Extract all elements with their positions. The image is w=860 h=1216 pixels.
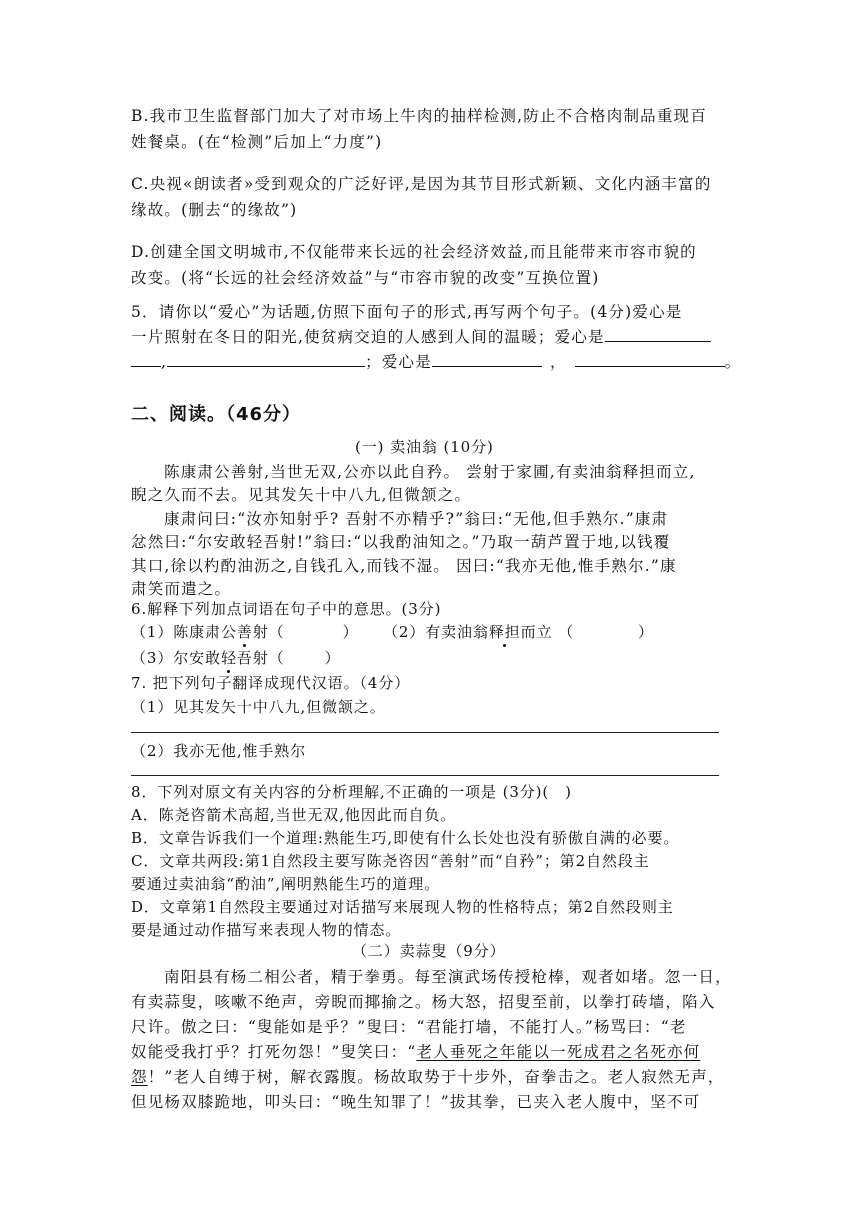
section-heading: 二、阅读。（46分） [131,404,302,425]
q5-blank-5[interactable] [575,352,725,367]
q6-item3-dotted: 轻 [220,649,237,667]
q6-item1-pre: （1）陈康肃公 [131,623,237,641]
part1-para1-line2: 睨之久而不去。见其发矢十中八九,但微颔之。 [131,486,472,504]
q6-item2-pre: （2）有卖油翁 [383,623,489,641]
q7-answer-line-2[interactable] [131,775,719,776]
part2-line3: 尺许。傲之曰：“叟能如是乎？”叟曰：“君能打墙，不能打人。”杨骂曰：“老 [131,1018,687,1036]
q5-sep-comma: , [161,353,168,371]
q8-title: 8．下列对原文有关内容的分析理解,不正确的一项是 (3分)( ) [131,783,572,801]
q7-sentence-2: （2）我亦无他,惟手熟尔 [131,742,307,760]
part1-title: (一) 卖油翁 (10分) [355,438,494,456]
q6-item3 [131,647,340,668]
option-c-line2: 缘故。(删去“的缘故”) [131,201,298,219]
q5-sep-comma2: ， [549,353,567,371]
q8-option-b: B．文章告诉我们一个道理:熟能生巧,即使有什么长处也没有骄傲自满的必要。 [131,829,680,847]
q6-title: 6.解释下列加点词语在句子中的意思。(3分) [131,600,442,618]
q5-end: 。 [724,353,742,371]
part2-underlined-sentence: 老人垂死之年能以一死成君之名死亦何 [416,1043,701,1061]
q8-option-d-line2: 要是通过动作描写来表现人物的情态。 [131,921,402,939]
q6-item3-close: ） [324,649,341,667]
q5-blank-4[interactable] [432,352,542,367]
option-d-line2: 改变。(将“长远的社会经济效益”与“市容市貌的改变”互换位置) [131,269,600,287]
q5-blank-2[interactable] [131,352,161,367]
q5-line2-text: 一片照射在冬日的阳光,使贫病交迫的人感到人间的温暖；爱心是 [131,328,605,346]
option-d-line1: D.创建全国文明城市,不仅能带来长远的社会经济效益,而且能带来市容市貌的 [131,243,697,261]
q6-item2 [383,621,654,642]
part1-para2-line2: 忿然曰:“尔安敢轻吾射!”翁曰:“以我酌油知之。”乃取一葫芦置于地,以钱覆 [131,533,671,551]
part1-para2-line1: 康肃问曰:“汝亦知射乎? 吾射不亦精乎?”翁曰:“无他,但手熟尔.”康肃 [164,510,669,528]
option-b-line2: 姓餐桌。(在“检测”后加上“力度”) [131,133,383,151]
q5-blank-3[interactable] [167,352,365,367]
q6-item3-pre: （3）尔安敢 [131,649,221,667]
q6-item2-post: 而立 （ [520,623,575,641]
q8-option-d-line1: D．文章第1自然段主要通过对话描写来展现人物的性格特点；第2自然段则主 [131,898,674,916]
part2-line2: 有卖蒜叟，咳嗽不绝声，旁睨而揶揄之。杨大怒，招叟至前，以拳打砖墙，陷入 [131,993,716,1011]
q6-item1-close: ） [342,623,359,641]
q8-option-a: A．陈尧咨箭术高超,当世无双,他因此而自负。 [131,806,457,824]
part2-line5 [131,1065,725,1087]
q5-sep-love: ；爱心是 [365,353,432,371]
part2-line5-post: ！”老人自缚于树，解衣露腹。杨故取势于十步外，奋拳击之。老人寂然无声， [147,1068,725,1086]
part1-para2-line3: 其口,徐以杓酌油沥之,自钱孔入,而钱不湿。 因曰:“我亦无他,惟手熟尔.”康 [131,557,677,575]
part2-line1: 南阳县有杨二相公者，精于拳勇。每至演武场传授枪棒，观者如堵。忽一日， [164,968,732,986]
q5-line1: 5．请你以“爱心”为话题,仿照下面句子的形式,再写两个句子。(4分)爱心是 [131,303,683,321]
q6-item1-post: 射（ [252,623,285,641]
q6-item3-post: 吾射（ [236,649,285,667]
q8-option-c-line1: C．文章共两段:第1自然段主要写陈尧咨因“善射”而“自矜”；第2自然段主 [131,852,650,870]
q6-item2-close: ） [638,623,654,641]
q5-line2 [131,325,711,347]
part2-title: （二）卖蒜叟（9分） [352,942,506,960]
q7-sentence-1: （1）见其发矢十中八九,但微颔之。 [131,698,386,716]
option-c-line1: C.央视«朗读者»受到观众的广泛好评,是因为其节目形式新颖、文化内涵丰富的 [131,175,712,193]
part2-line4-pre: 奴能受我打乎？打死勿怨！”叟笑曰：“ [131,1043,417,1061]
part2-line6: 但见杨双膝跪地，叩头曰：“晚生知罪了！”拔其拳，已夹入老人腹中，坚不可 [131,1093,701,1111]
q6-item2-dotted: 释担 [488,623,521,641]
part1-para1-line1: 陈康肃公善射,当世无双,公亦以此自矜。 尝射于家圃,有卖油翁释担而立, [164,463,696,481]
q6-item1-dotted: 善 [236,623,253,641]
q5-line3 [131,350,741,372]
q6-item1 [131,621,358,642]
part2-line4 [131,1040,700,1062]
q5-blank-1[interactable] [605,327,711,342]
q7-title: 7. 把下列句子翻译成现代汉语。（4分） [131,674,411,692]
option-b-line1: B.我市卫生监督部门加大了对市场上牛肉的抽样检测,防止不合格肉制品重现百 [131,107,707,125]
part1-para2-line4: 肃笑而遣之。 [131,580,232,598]
q8-option-c-line2: 要通过卖油翁“酌油”,阐明熟能生巧的道理。 [131,875,441,893]
part2-underlined-end: 怨 [131,1068,148,1086]
q7-answer-line-1[interactable] [131,732,719,733]
